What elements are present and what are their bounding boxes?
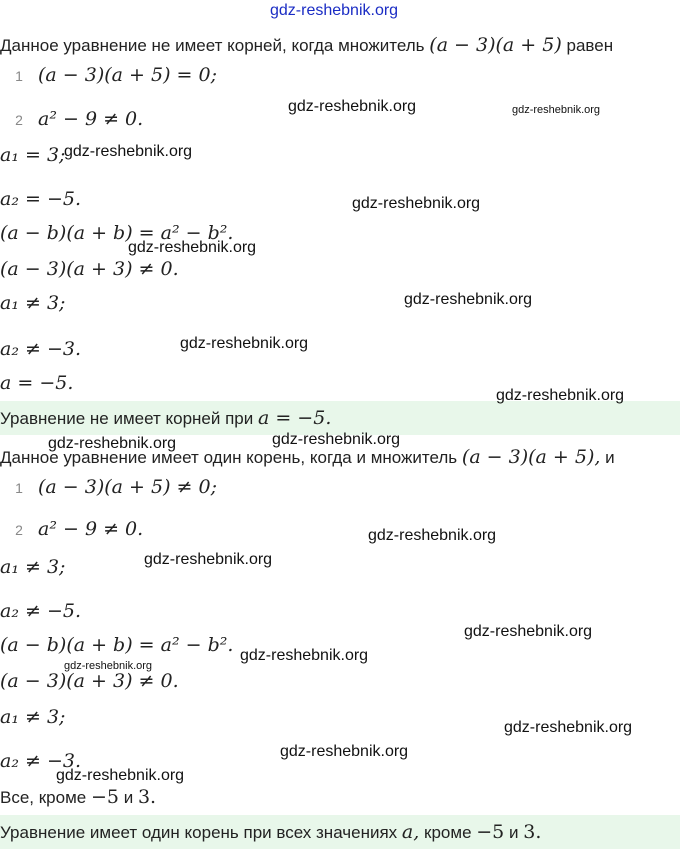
answer-1: Уравнение не имеет корней при a = −5. [0, 407, 332, 429]
watermark: gdz-reshebnik.org [240, 647, 369, 664]
restriction-a2b: a₂ ≠ −5. [0, 600, 81, 622]
watermark: gdz-reshebnik.org [464, 623, 593, 640]
step-1: 1 (a − 3)(a + 5) = 0; [15, 64, 217, 86]
watermark: gdz-reshebnik.org [48, 435, 177, 452]
watermark: gdz-reshebnik.org [368, 527, 497, 544]
step-1b: 1 (a − 3)(a + 5) ≠ 0; [15, 476, 217, 498]
all-except: Все, кроме −5 и 3. [0, 786, 157, 808]
watermark: gdz-reshebnik.org [512, 104, 601, 116]
difference-of-squares-b: (a − b)(a + b) = a² − b². [0, 634, 234, 656]
intro-line-1: Данное уравнение не имеет корней, когда множитель (a − 3)(a + 5) равен [0, 34, 614, 56]
step-2: 2 a² − 9 ≠ 0. [15, 108, 144, 130]
difference-of-squares: (a − b)(a + b) = a² − b². [0, 222, 234, 244]
restriction-a1c: a₁ ≠ 3; [0, 706, 66, 728]
watermark: gdz-reshebnik.org [352, 195, 481, 212]
restriction-a1b: a₁ ≠ 3; [0, 556, 66, 578]
watermark: gdz-reshebnik.org [144, 551, 273, 568]
watermark: gdz-reshebnik.org [128, 239, 257, 256]
result-a: a = −5. [0, 372, 74, 394]
restriction-a2c: a₂ ≠ −3. [0, 750, 81, 772]
restriction-a2: a₂ ≠ −3. [0, 338, 81, 360]
watermark: gdz-reshebnik.org [404, 291, 533, 308]
watermark: gdz-reshebnik.org [180, 335, 309, 352]
watermark: gdz-reshebnik.org [64, 143, 193, 160]
watermark: gdz-reshebnik.org [496, 387, 625, 404]
watermark: gdz-reshebnik.org [288, 98, 417, 115]
root-a1: a₁ = 3; [0, 144, 66, 166]
answer-2: Уравнение имеет один корень при всех значениях a, кроме −5 и 3. [0, 821, 542, 843]
root-a2: a₂ = −5. [0, 188, 81, 210]
restriction-a1: a₁ ≠ 3; [0, 292, 66, 314]
watermark: gdz-reshebnik.org [64, 660, 153, 672]
watermark: gdz-reshebnik.org [56, 767, 185, 784]
watermark: gdz-reshebnik.org [270, 2, 399, 19]
factored-inequality-b: (a − 3)(a + 3) ≠ 0. [0, 670, 179, 692]
intro-line-2: Данное уравнение имеет один корень, когда и множитель (a − 3)(a + 5), и [0, 446, 615, 468]
watermark: gdz-reshebnik.org [504, 719, 633, 736]
step-2b: 2 a² − 9 ≠ 0. [15, 518, 144, 540]
watermark: gdz-reshebnik.org [272, 431, 401, 448]
factored-inequality: (a − 3)(a + 3) ≠ 0. [0, 258, 179, 280]
watermark: gdz-reshebnik.org [280, 743, 409, 760]
